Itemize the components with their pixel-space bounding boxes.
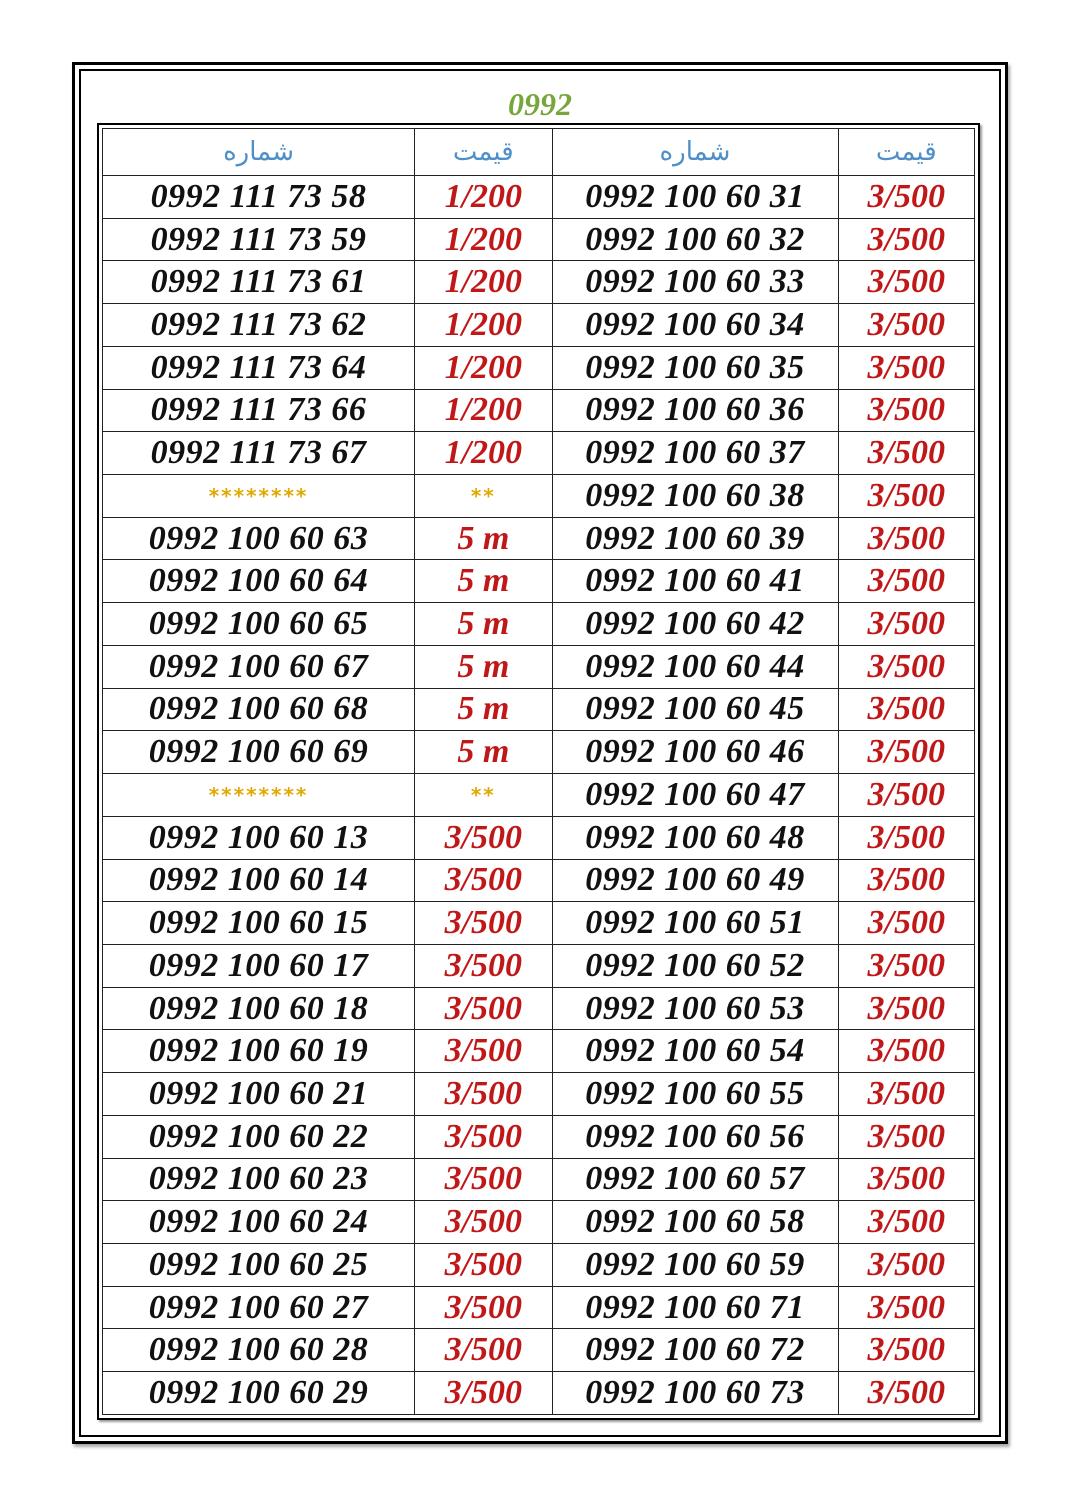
left-price-cell: 3/500 [415, 1030, 552, 1073]
right-number-cell: 0992 100 60 33 [552, 261, 838, 304]
right-number-cell: 0992 100 60 73 [552, 1372, 838, 1415]
table-row [103, 1158, 975, 1201]
left-number-cell: 0992 100 60 63 [103, 517, 415, 560]
right-number-cell: 0992 100 60 35 [552, 346, 838, 389]
left-number-cell: 0992 100 60 22 [103, 1115, 415, 1158]
right-price-cell: 3/500 [838, 432, 975, 475]
header-number-right: شماره [552, 129, 838, 176]
left-number-cell: 0992 111 73 58 [103, 176, 415, 219]
right-number-cell: 0992 100 60 46 [552, 731, 838, 774]
left-number-cell: 0992 111 73 62 [103, 304, 415, 347]
left-number-cell: 0992 100 60 27 [103, 1286, 415, 1329]
left-number-cell: 0992 100 60 19 [103, 1030, 415, 1073]
price-table-frame [97, 123, 980, 1420]
right-price-cell: 3/500 [838, 1329, 975, 1372]
left-number-cell: ******** [103, 774, 415, 817]
left-number-cell: 0992 100 60 17 [103, 944, 415, 987]
right-price-cell: 3/500 [838, 389, 975, 432]
table-row [103, 560, 975, 603]
header-price-right: قیمت [838, 129, 975, 176]
left-number-cell: ******** [103, 475, 415, 518]
right-price-cell: 3/500 [838, 517, 975, 560]
right-number-cell: 0992 100 60 31 [552, 176, 838, 219]
left-price-cell: 3/500 [415, 1158, 552, 1201]
header-number-left: شماره [103, 129, 415, 176]
table-body [103, 176, 975, 1415]
table-row [103, 176, 975, 219]
right-price-cell: 3/500 [838, 1115, 975, 1158]
right-number-cell: 0992 100 60 36 [552, 389, 838, 432]
table-header-row [103, 129, 975, 176]
table-row [103, 603, 975, 646]
table-row [103, 1372, 975, 1415]
left-price-cell: 1/200 [415, 389, 552, 432]
table-row [103, 944, 975, 987]
left-price-cell: 3/500 [415, 902, 552, 945]
right-price-cell: 3/500 [838, 1073, 975, 1116]
left-price-cell: 1/200 [415, 218, 552, 261]
table-row [103, 902, 975, 945]
left-price-cell: 5 m [415, 731, 552, 774]
right-price-cell: 3/500 [838, 1030, 975, 1073]
table-row [103, 1030, 975, 1073]
left-number-cell: 0992 111 73 67 [103, 432, 415, 475]
right-number-cell: 0992 100 60 55 [552, 1073, 838, 1116]
table-row [103, 1329, 975, 1372]
left-price-cell: 5 m [415, 517, 552, 560]
right-number-cell: 0992 100 60 34 [552, 304, 838, 347]
left-number-cell: 0992 111 73 66 [103, 389, 415, 432]
right-number-cell: 0992 100 60 54 [552, 1030, 838, 1073]
right-price-cell: 3/500 [838, 774, 975, 817]
right-price-cell: 3/500 [838, 688, 975, 731]
table-row [103, 987, 975, 1030]
right-number-cell: 0992 100 60 47 [552, 774, 838, 817]
right-price-cell: 3/500 [838, 346, 975, 389]
left-number-cell: 0992 100 60 28 [103, 1329, 415, 1372]
right-number-cell: 0992 100 60 39 [552, 517, 838, 560]
left-price-cell: 5 m [415, 688, 552, 731]
right-price-cell: 3/500 [838, 1158, 975, 1201]
left-price-cell: 5 m [415, 560, 552, 603]
left-number-cell: 0992 100 60 65 [103, 603, 415, 646]
table-row [103, 645, 975, 688]
left-number-cell: 0992 100 60 68 [103, 688, 415, 731]
right-price-cell: 3/500 [838, 1201, 975, 1244]
right-price-cell: 3/500 [838, 944, 975, 987]
table-row [103, 432, 975, 475]
left-price-cell: 3/500 [415, 987, 552, 1030]
right-number-cell: 0992 100 60 41 [552, 560, 838, 603]
right-price-cell: 3/500 [838, 987, 975, 1030]
left-number-cell: 0992 111 73 59 [103, 218, 415, 261]
left-number-cell: 0992 100 60 69 [103, 731, 415, 774]
right-price-cell: 3/500 [838, 475, 975, 518]
table-row [103, 218, 975, 261]
left-number-cell: 0992 100 60 25 [103, 1243, 415, 1286]
right-price-cell: 3/500 [838, 603, 975, 646]
left-number-cell: 0992 100 60 29 [103, 1372, 415, 1415]
left-price-cell: 3/500 [415, 1286, 552, 1329]
table-row [103, 389, 975, 432]
right-number-cell: 0992 100 60 51 [552, 902, 838, 945]
left-price-cell: 3/500 [415, 1329, 552, 1372]
left-number-cell: 0992 100 60 15 [103, 902, 415, 945]
right-number-cell: 0992 100 60 58 [552, 1201, 838, 1244]
left-price-cell: 3/500 [415, 1073, 552, 1116]
right-number-cell: 0992 100 60 56 [552, 1115, 838, 1158]
table-row [103, 1201, 975, 1244]
left-price-cell: 1/200 [415, 346, 552, 389]
right-number-cell: 0992 100 60 37 [552, 432, 838, 475]
left-number-cell: 0992 111 73 64 [103, 346, 415, 389]
left-number-cell: 0992 100 60 24 [103, 1201, 415, 1244]
left-price-cell: 1/200 [415, 304, 552, 347]
table-row [103, 774, 975, 817]
left-price-cell: ** [415, 774, 552, 817]
table-row [103, 346, 975, 389]
right-number-cell: 0992 100 60 38 [552, 475, 838, 518]
left-number-cell: 0992 100 60 21 [103, 1073, 415, 1116]
right-number-cell: 0992 100 60 44 [552, 645, 838, 688]
price-table [102, 128, 975, 1415]
right-number-cell: 0992 100 60 53 [552, 987, 838, 1030]
table-row [103, 688, 975, 731]
right-price-cell: 3/500 [838, 816, 975, 859]
left-number-cell: 0992 100 60 13 [103, 816, 415, 859]
left-price-cell: 3/500 [415, 1115, 552, 1158]
table-row [103, 1073, 975, 1116]
right-number-cell: 0992 100 60 49 [552, 859, 838, 902]
left-price-cell: 1/200 [415, 432, 552, 475]
right-price-cell: 3/500 [838, 902, 975, 945]
table-row [103, 261, 975, 304]
left-number-cell: 0992 100 60 14 [103, 859, 415, 902]
right-price-cell: 3/500 [838, 1286, 975, 1329]
right-number-cell: 0992 100 60 52 [552, 944, 838, 987]
right-number-cell: 0992 100 60 48 [552, 816, 838, 859]
right-number-cell: 0992 100 60 71 [552, 1286, 838, 1329]
left-price-cell: 1/200 [415, 176, 552, 219]
right-number-cell: 0992 100 60 59 [552, 1243, 838, 1286]
left-price-cell: 5 m [415, 603, 552, 646]
right-number-cell: 0992 100 60 57 [552, 1158, 838, 1201]
right-number-cell: 0992 100 60 45 [552, 688, 838, 731]
table-row [103, 731, 975, 774]
left-price-cell: 3/500 [415, 859, 552, 902]
table-row [103, 304, 975, 347]
table-row [103, 517, 975, 560]
left-price-cell: 3/500 [415, 944, 552, 987]
right-price-cell: 3/500 [838, 560, 975, 603]
right-price-cell: 3/500 [838, 859, 975, 902]
left-price-cell: 1/200 [415, 261, 552, 304]
right-price-cell: 3/500 [838, 304, 975, 347]
right-price-cell: 3/500 [838, 1372, 975, 1415]
right-number-cell: 0992 100 60 32 [552, 218, 838, 261]
right-price-cell: 3/500 [838, 1243, 975, 1286]
left-number-cell: 0992 111 73 61 [103, 261, 415, 304]
right-price-cell: 3/500 [838, 731, 975, 774]
right-price-cell: 3/500 [838, 261, 975, 304]
table-row [103, 816, 975, 859]
left-number-cell: 0992 100 60 23 [103, 1158, 415, 1201]
table-row [103, 1286, 975, 1329]
page-title: 0992 [508, 86, 572, 122]
left-number-cell: 0992 100 60 67 [103, 645, 415, 688]
left-price-cell: ** [415, 475, 552, 518]
right-number-cell: 0992 100 60 72 [552, 1329, 838, 1372]
left-price-cell: 5 m [415, 645, 552, 688]
right-price-cell: 3/500 [838, 645, 975, 688]
right-number-cell: 0992 100 60 42 [552, 603, 838, 646]
header-price-left: قیمت [415, 129, 552, 176]
table-row [103, 1243, 975, 1286]
left-price-cell: 3/500 [415, 1243, 552, 1286]
table-row [103, 1115, 975, 1158]
table-row [103, 859, 975, 902]
right-price-cell: 3/500 [838, 176, 975, 219]
right-price-cell: 3/500 [838, 218, 975, 261]
left-price-cell: 3/500 [415, 816, 552, 859]
table-row [103, 475, 975, 518]
left-number-cell: 0992 100 60 64 [103, 560, 415, 603]
left-price-cell: 3/500 [415, 1372, 552, 1415]
left-number-cell: 0992 100 60 18 [103, 987, 415, 1030]
left-price-cell: 3/500 [415, 1201, 552, 1244]
